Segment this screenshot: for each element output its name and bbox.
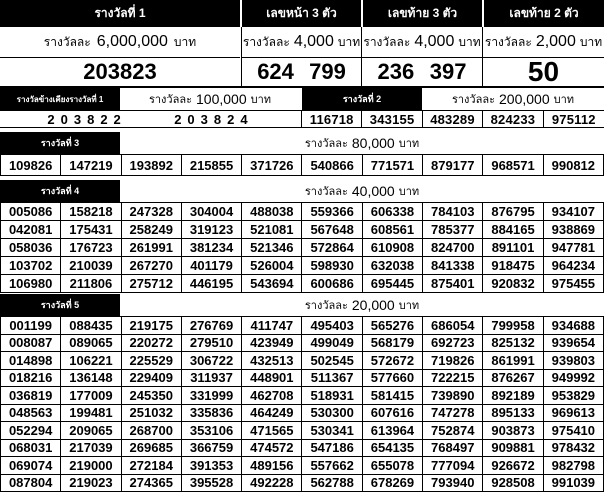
fourth-prize-number: 610908 xyxy=(363,239,423,257)
fourth-prize-number: 841338 xyxy=(423,257,483,275)
fifth-prize-number: 768497 xyxy=(423,440,483,458)
third-prize-grid xyxy=(0,154,604,176)
fourth-prize-number: 261991 xyxy=(122,239,182,257)
fourth-prize-number: 304004 xyxy=(182,203,242,221)
fifth-prize-label: รางวัลละ xyxy=(304,300,348,312)
fourth-prize-number: 884165 xyxy=(483,221,543,239)
fifth-prize-number: 793940 xyxy=(423,475,483,492)
fifth-prize-number: 975410 xyxy=(544,422,604,440)
fifth-prize-amount: 20,000 xyxy=(351,297,395,313)
third-prize-number: 771571 xyxy=(363,155,423,176)
fifth-prize-number: 311937 xyxy=(182,370,242,388)
near-first-unit: บาท xyxy=(250,94,272,106)
fourth-prize-number: 875401 xyxy=(423,275,483,293)
fifth-prize-number: 876267 xyxy=(483,370,543,388)
fourth-prize-number: 891101 xyxy=(483,239,543,257)
third-prize-unit: บาท xyxy=(398,138,420,150)
first-prize-unit: บาท xyxy=(173,34,197,49)
fifth-prize-number: 225529 xyxy=(122,352,182,370)
fifth-prize-number: 655078 xyxy=(363,457,423,475)
fourth-prize-number: 559366 xyxy=(302,203,362,221)
fourth-prize-unit: บาท xyxy=(398,186,420,198)
fourth-prize-number: 381234 xyxy=(182,239,242,257)
fifth-prize-number: 088435 xyxy=(61,317,121,335)
back3-header xyxy=(363,0,482,27)
fifth-prize-number: 607616 xyxy=(363,405,423,423)
fifth-prize-number: 036819 xyxy=(1,387,61,405)
fourth-prize-number: 211806 xyxy=(61,275,121,293)
fifth-prize-number: 474572 xyxy=(242,440,302,458)
second-prize-number: 343155 xyxy=(362,111,422,128)
near-and-second-section xyxy=(0,86,604,128)
fifth-prize-number: 861991 xyxy=(483,352,543,370)
fifth-prize-number: 747278 xyxy=(423,405,483,423)
first-prize-label: รางวัลละ xyxy=(43,34,91,49)
fifth-prize-number: 462708 xyxy=(242,387,302,405)
front3-numbers xyxy=(241,57,362,86)
fifth-prize-grid xyxy=(0,316,604,492)
fifth-prize-number: 272184 xyxy=(122,457,182,475)
fourth-prize-number: 785377 xyxy=(423,221,483,239)
second-prize-header xyxy=(302,88,422,110)
fourth-prize-number: 934107 xyxy=(544,203,604,221)
fifth-prize-number: 953829 xyxy=(544,387,604,405)
fourth-prize-number: 824700 xyxy=(423,239,483,257)
fifth-prize-number: 219023 xyxy=(61,475,121,492)
fifth-prize-number: 530341 xyxy=(302,422,362,440)
fifth-prize-number: 217039 xyxy=(61,440,121,458)
third-prize-title: รางวัลที่ 3 xyxy=(40,138,80,148)
back3-title: เลขท้าย 3 ตัว xyxy=(387,6,458,20)
fifth-prize-number: 069074 xyxy=(1,457,61,475)
fifth-prize-number: 572672 xyxy=(363,352,423,370)
front3-label: รางวัลละ xyxy=(242,34,290,49)
fourth-prize-title: รางวัลที่ 4 xyxy=(40,186,80,196)
fifth-prize-number: 909881 xyxy=(483,440,543,458)
fifth-prize-number: 331999 xyxy=(182,387,242,405)
third-prize-number: 371726 xyxy=(242,155,302,176)
fifth-prize-number: 219175 xyxy=(122,317,182,335)
second-prize-numbers xyxy=(302,110,604,128)
fifth-prize-number: 686054 xyxy=(423,317,483,335)
back2-amount: 2,000 xyxy=(535,33,576,50)
fifth-prize-number: 395528 xyxy=(182,475,242,492)
fifth-prize-number: 903873 xyxy=(483,422,543,440)
fifth-prize-number: 530300 xyxy=(302,405,362,423)
back2-label: รางวัลละ xyxy=(484,34,532,49)
fourth-prize-number: 042081 xyxy=(1,221,61,239)
near-first-title: รางวัลข้างเคียงรางวัลที่ 1 xyxy=(16,94,104,104)
fifth-prize-number: 269685 xyxy=(122,440,182,458)
third-prize-number: 193892 xyxy=(122,155,182,176)
first-prize-amount-line xyxy=(0,27,240,57)
front3-unit: บาท xyxy=(337,34,361,49)
fourth-prize-number: 106980 xyxy=(1,275,61,293)
fifth-prize-number: 448901 xyxy=(242,370,302,388)
fourth-prize-number: 158218 xyxy=(61,203,121,221)
fourth-prize-number: 526004 xyxy=(242,257,302,275)
fourth-prize-number: 876795 xyxy=(483,203,543,221)
top-section xyxy=(0,0,604,86)
fifth-prize-number: 089065 xyxy=(61,335,121,353)
fourth-prize-number: 567648 xyxy=(302,221,362,239)
fifth-prize-number: 008087 xyxy=(1,335,61,353)
second-prize-number: 483289 xyxy=(423,111,483,128)
fourth-prize-number: 600686 xyxy=(302,275,362,293)
back2-unit: บาท xyxy=(579,34,603,49)
second-prize-amount-line xyxy=(422,88,604,110)
fifth-prize-number: 939654 xyxy=(544,335,604,353)
front3-number-1: 624 xyxy=(257,59,294,84)
third-prize-number: 540866 xyxy=(302,155,362,176)
fourth-prize-number: 521081 xyxy=(242,221,302,239)
fourth-prize-number: 598930 xyxy=(302,257,362,275)
fifth-prize-number: 106221 xyxy=(61,352,121,370)
back3-amount-line xyxy=(362,27,483,57)
fifth-prize-unit: บาท xyxy=(398,300,420,312)
front3-amount: 4,000 xyxy=(293,33,334,50)
fifth-prize-number: 991039 xyxy=(544,475,604,492)
second-prize-number: 824233 xyxy=(483,111,543,128)
fourth-prize-number: 267270 xyxy=(122,257,182,275)
back3-number-1: 236 xyxy=(377,59,415,84)
fourth-prize-number: 275712 xyxy=(122,275,182,293)
near-first-label: รางวัลละ xyxy=(148,94,192,106)
fifth-prize-number: 391353 xyxy=(182,457,242,475)
fifth-prize-number: 268700 xyxy=(122,422,182,440)
fourth-prize-number: 975455 xyxy=(544,275,604,293)
third-prize-amount-line xyxy=(120,132,604,154)
fifth-prize-number: 423949 xyxy=(242,335,302,353)
third-prize-number: 109826 xyxy=(1,155,61,176)
fifth-prize-number: 209065 xyxy=(61,422,121,440)
fourth-prize-number: 176723 xyxy=(61,239,121,257)
fifth-prize-number: 892189 xyxy=(483,387,543,405)
fifth-prize-number: 926672 xyxy=(483,457,543,475)
back2-header xyxy=(484,0,604,27)
fifth-prize-number: 177009 xyxy=(61,387,121,405)
front3-header xyxy=(242,0,361,27)
fifth-prize-number: 547186 xyxy=(302,440,362,458)
third-prize-label: รางวัลละ xyxy=(304,138,348,150)
fourth-prize-number: 258249 xyxy=(122,221,182,239)
fifth-prize-number: 739890 xyxy=(423,387,483,405)
third-prize-number: 215855 xyxy=(182,155,242,176)
fifth-prize-number: 068031 xyxy=(1,440,61,458)
near-first-header xyxy=(0,88,120,110)
fourth-prize-number: 521346 xyxy=(242,239,302,257)
fifth-prize-number: 001199 xyxy=(1,317,61,335)
front3-title: เลขหน้า 3 ตัว xyxy=(266,6,337,20)
fourth-prize-number: 784103 xyxy=(423,203,483,221)
fourth-prize-number: 938869 xyxy=(544,221,604,239)
fifth-prize-number: 581415 xyxy=(363,387,423,405)
fourth-prize-number: 606338 xyxy=(363,203,423,221)
fifth-prize-number: 654135 xyxy=(363,440,423,458)
first-prize-header xyxy=(0,0,240,27)
fifth-prize-amount-line xyxy=(120,294,604,316)
fourth-prize-number: 632038 xyxy=(363,257,423,275)
back2-number: 50 xyxy=(483,57,604,86)
fifth-prize-number: 411747 xyxy=(242,317,302,335)
third-prize-header xyxy=(0,132,120,154)
fifth-prize-number: 245350 xyxy=(122,387,182,405)
fifth-prize-number: 719826 xyxy=(423,352,483,370)
back3-unit: บาท xyxy=(458,34,481,49)
fourth-prize-number: 572864 xyxy=(302,239,362,257)
fifth-prize-number: 568179 xyxy=(363,335,423,353)
fifth-prize-number: 565276 xyxy=(363,317,423,335)
fifth-prize-number: 895133 xyxy=(483,405,543,423)
fourth-prize-number: 103702 xyxy=(1,257,61,275)
second-prize-unit: บาท xyxy=(553,94,575,106)
fifth-prize-number: 562788 xyxy=(302,475,362,492)
fifth-prize-number: 722215 xyxy=(423,370,483,388)
back3-label: รางวัลละ xyxy=(363,34,411,49)
fifth-prize-number: 052294 xyxy=(1,422,61,440)
fifth-prize-number: 199481 xyxy=(61,405,121,423)
near-first-amount: 100,000 xyxy=(196,91,247,107)
fifth-prize-number: 048563 xyxy=(1,405,61,423)
front3-number-2: 799 xyxy=(309,59,346,84)
fifth-prize-number: 613964 xyxy=(363,422,423,440)
fifth-prize-number: 014898 xyxy=(1,352,61,370)
fifth-prize-number: 251032 xyxy=(122,405,182,423)
fifth-prize-number: 777094 xyxy=(423,457,483,475)
fifth-prize-number: 229409 xyxy=(122,370,182,388)
fourth-prize-grid xyxy=(0,202,604,293)
fifth-prize-number: 502545 xyxy=(302,352,362,370)
near-first-number-2: 203824 xyxy=(174,112,254,127)
fourth-prize-number: 210039 xyxy=(61,257,121,275)
first-prize-number: 203823 xyxy=(0,57,240,86)
fifth-prize-number: 499049 xyxy=(302,335,362,353)
first-prize-title: รางวัลที่ 1 xyxy=(94,6,146,20)
near-first-numbers xyxy=(0,110,302,128)
third-prize-number: 990812 xyxy=(544,155,604,176)
fifth-prize-number: 220272 xyxy=(122,335,182,353)
fourth-prize-label: รางวัลละ xyxy=(304,186,348,198)
fifth-prize-number: 825132 xyxy=(483,335,543,353)
third-prize-number: 968571 xyxy=(483,155,543,176)
fourth-prize-number: 695445 xyxy=(363,275,423,293)
fifth-prize-number: 432513 xyxy=(242,352,302,370)
fifth-prize-number: 799958 xyxy=(483,317,543,335)
fourth-prize-header xyxy=(0,180,120,202)
second-prize-number: 975112 xyxy=(551,112,596,127)
fifth-prize-number: 279510 xyxy=(182,335,242,353)
fourth-prize-number: 947781 xyxy=(544,239,604,257)
fifth-prize-number: 495403 xyxy=(302,317,362,335)
fourth-prize-number: 319123 xyxy=(182,221,242,239)
fifth-prize-number: 353106 xyxy=(182,422,242,440)
fifth-prize-number: 518931 xyxy=(302,387,362,405)
second-prize-label: รางวัลละ xyxy=(451,94,495,106)
fourth-prize-number: 918475 xyxy=(483,257,543,275)
fifth-prize-number: 692723 xyxy=(423,335,483,353)
near-first-number-1: 203822 xyxy=(47,112,127,127)
third-prize-number: 879177 xyxy=(423,155,483,176)
fourth-prize-number: 401179 xyxy=(182,257,242,275)
fifth-prize-number: 982798 xyxy=(544,457,604,475)
fourth-prize-number: 005086 xyxy=(1,203,61,221)
back3-number-2: 397 xyxy=(429,59,467,84)
fifth-prize-number: 511367 xyxy=(302,370,362,388)
fourth-prize-number: 964234 xyxy=(544,257,604,275)
fourth-prize-number: 058036 xyxy=(1,239,61,257)
fifth-prize-number: 969613 xyxy=(544,405,604,423)
fifth-prize-number: 136148 xyxy=(61,370,121,388)
fourth-prize-number: 446195 xyxy=(182,275,242,293)
back2-title: เลขท้าย 2 ตัว xyxy=(509,6,579,20)
fifth-prize-number: 939803 xyxy=(544,352,604,370)
fourth-prize-amount: 40,000 xyxy=(351,183,395,199)
fifth-prize-number: 219000 xyxy=(61,457,121,475)
fourth-prize-amount-line xyxy=(120,180,604,202)
fifth-prize-number: 018216 xyxy=(1,370,61,388)
fifth-prize-number: 471565 xyxy=(242,422,302,440)
fifth-prize-number: 335836 xyxy=(182,405,242,423)
fourth-prize-number: 608561 xyxy=(363,221,423,239)
fifth-prize-number: 276769 xyxy=(182,317,242,335)
fifth-prize-number: 949992 xyxy=(544,370,604,388)
fourth-prize-number: 543694 xyxy=(242,275,302,293)
second-prize-number: 116718 xyxy=(302,111,362,128)
near-first-amount-line xyxy=(120,88,300,110)
back3-numbers xyxy=(362,57,483,86)
front3-amount-line xyxy=(241,27,362,57)
third-prize-number: 147219 xyxy=(61,155,121,176)
fifth-prize-number: 492228 xyxy=(242,475,302,492)
fifth-prize-number: 928508 xyxy=(483,475,543,492)
fifth-prize-number: 087804 xyxy=(1,475,61,492)
first-prize-amount: 6,000,000 xyxy=(96,33,168,50)
third-prize-amount: 80,000 xyxy=(351,135,395,151)
fourth-prize-number: 920832 xyxy=(483,275,543,293)
fifth-prize-number: 934688 xyxy=(544,317,604,335)
fourth-prize-number: 175431 xyxy=(61,221,121,239)
fifth-prize-number: 752874 xyxy=(423,422,483,440)
fifth-prize-title: รางวัลที่ 5 xyxy=(40,300,80,310)
fifth-prize-number: 306722 xyxy=(182,352,242,370)
second-prize-amount: 200,000 xyxy=(499,91,550,107)
back3-amount: 4,000 xyxy=(414,33,455,50)
back2-amount-line xyxy=(483,27,604,57)
fifth-prize-number: 577660 xyxy=(363,370,423,388)
fifth-prize-number: 678269 xyxy=(363,475,423,492)
fifth-prize-number: 464249 xyxy=(242,405,302,423)
fifth-prize-number: 274365 xyxy=(122,475,182,492)
fifth-prize-number: 489156 xyxy=(242,457,302,475)
fifth-prize-number: 557662 xyxy=(302,457,362,475)
fifth-prize-number: 978432 xyxy=(544,440,604,458)
fourth-prize-number: 488038 xyxy=(242,203,302,221)
second-prize-title: รางวัลที่ 2 xyxy=(342,94,382,104)
fifth-prize-number: 366759 xyxy=(182,440,242,458)
fifth-prize-header xyxy=(0,294,120,316)
fourth-prize-number: 247328 xyxy=(122,203,182,221)
